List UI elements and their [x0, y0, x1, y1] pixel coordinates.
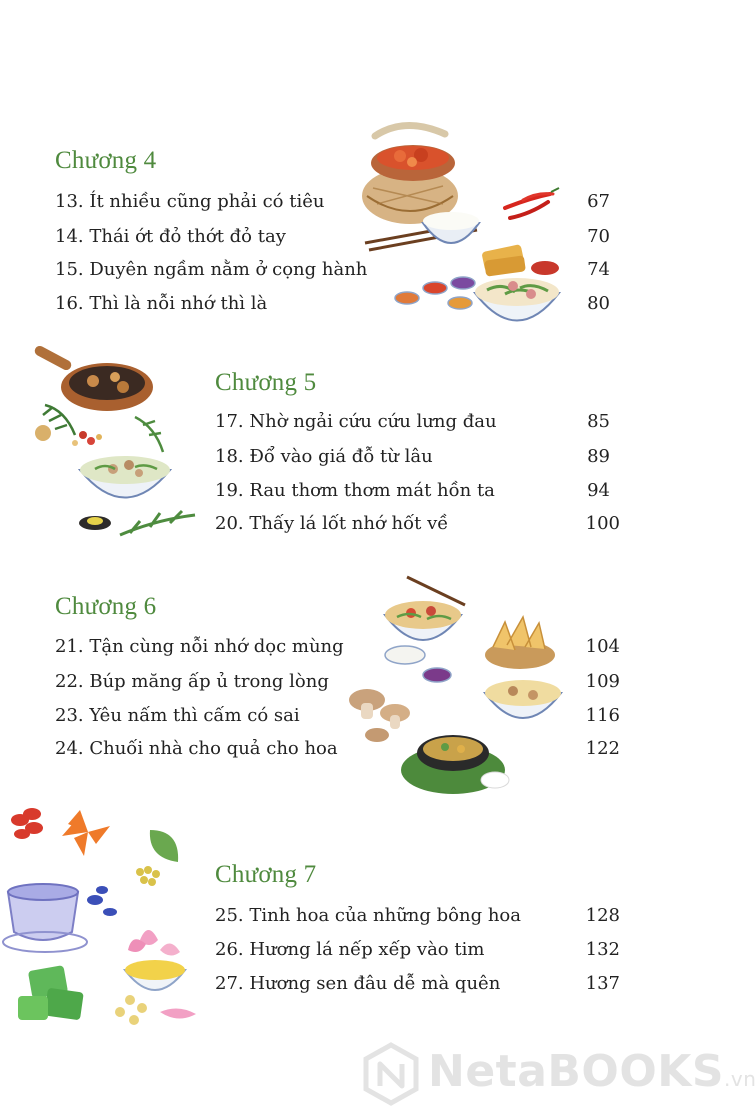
- herb-illustration-chapter-5: [25, 345, 205, 550]
- toc-page-24: 122: [585, 738, 620, 759]
- toc-entry-13: 13. Ít nhiều cũng phải có tiêu: [55, 191, 325, 212]
- toc-entry-17: 17. Nhờ ngải cứu cứu lưng đau: [215, 411, 497, 432]
- chapter-4-title: Chương 4: [55, 147, 157, 174]
- chapter-7-title: Chương 7: [215, 861, 317, 888]
- toc-page-13: 67: [587, 191, 610, 212]
- toc-entry-16: 16. Thì là nỗi nhớ thì là: [55, 293, 268, 314]
- toc-page-21: 104: [585, 636, 620, 657]
- toc-entry-27: 27. Hương sen đâu dễ mà quên: [215, 973, 501, 994]
- toc-entry-15: 15. Duyên ngầm nằm ở cọng hành: [55, 259, 368, 280]
- toc-page-15: 74: [587, 259, 610, 280]
- watermark-text: [428, 1046, 756, 1097]
- toc-entry-14: 14. Thái ớt đỏ thớt đỏ tay: [55, 226, 286, 247]
- netabooks-logo-icon: [362, 1042, 420, 1106]
- toc-entry-22: 22. Búp măng ấp ủ trong lòng: [55, 671, 329, 692]
- toc-entry-25: 25. Tinh hoa của những bông hoa: [215, 905, 521, 926]
- toc-entry-21: 21. Tận cùng nỗi nhớ dọc mùng: [55, 636, 344, 657]
- toc-entry-19: 19. Rau thơm thơm mát hồn ta: [215, 480, 495, 501]
- toc-page-26: 132: [585, 939, 620, 960]
- toc-page-18: 89: [587, 446, 610, 467]
- watermark-brand: NetaBOOKS: [428, 1046, 725, 1097]
- toc-page-14: 70: [587, 226, 610, 247]
- toc-page-22: 109: [585, 671, 620, 692]
- toc-page-19: 94: [587, 480, 610, 501]
- toc-entry-20: 20. Thấy lá lốt nhớ hốt về: [215, 513, 449, 534]
- food-illustration-chapter-6: [345, 575, 570, 805]
- chapter-5-title: Chương 5: [215, 369, 317, 396]
- toc-entry-23: 23. Yêu nấm thì cấm có sai: [55, 705, 300, 726]
- toc-entry-18: 18. Đổ vào giá đỗ từ lâu: [215, 446, 433, 467]
- watermark-suffix: .vn: [724, 1067, 756, 1091]
- chapter-6-title: Chương 6: [55, 593, 157, 620]
- toc-page-20: 100: [585, 513, 620, 534]
- toc-page-16: 80: [587, 293, 610, 314]
- toc-entry-26: 26. Hương lá nếp xếp vào tim: [215, 939, 485, 960]
- toc-page-25: 128: [585, 905, 620, 926]
- toc-page-23: 116: [585, 705, 620, 726]
- netabooks-watermark: [362, 1040, 756, 1110]
- toc-page-27: 137: [585, 973, 620, 994]
- food-illustration-chapter-4: [355, 118, 575, 343]
- flower-illustration-chapter-7: [0, 800, 210, 1040]
- toc-entry-24: 24. Chuối nhà cho quả cho hoa: [55, 738, 338, 759]
- toc-page-17: 85: [587, 411, 610, 432]
